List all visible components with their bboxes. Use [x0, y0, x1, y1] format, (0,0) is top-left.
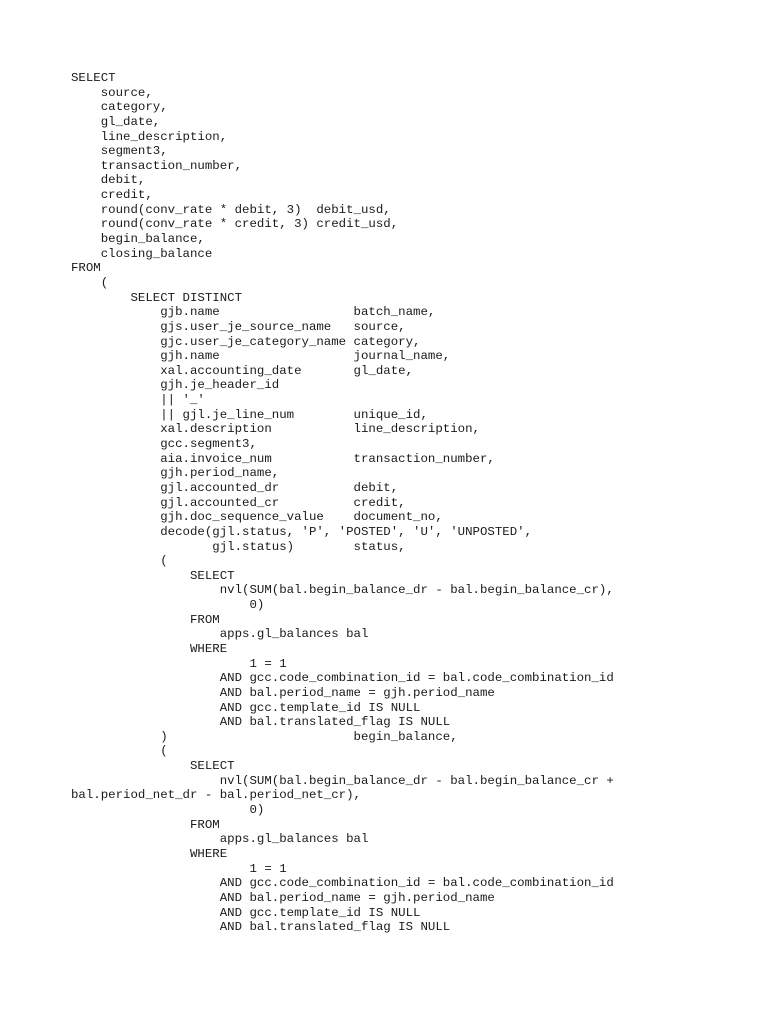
- code-line: decode(gjl.status, 'P', 'POSTED', 'U', 'UNPOSTED',: [71, 524, 533, 539]
- code-line: 0): [71, 803, 265, 818]
- code-line: gcc.segment3,: [71, 437, 257, 452]
- code-line: segment3,: [71, 144, 168, 159]
- code-line: category,: [71, 100, 168, 115]
- code-line: 1 = 1: [71, 861, 287, 876]
- code-line: gjl.status) status,: [71, 539, 406, 554]
- code-line: FROM: [71, 261, 101, 276]
- code-line: gjh.doc_sequence_value document_no,: [71, 510, 443, 525]
- code-line: SELECT: [71, 759, 235, 774]
- code-line: line_description,: [71, 129, 228, 144]
- code-line: (: [71, 554, 168, 569]
- code-line: gjh.je_header_id: [71, 378, 280, 393]
- code-line: xal.accounting_date gl_date,: [71, 363, 414, 378]
- code-line: AND gcc.code_combination_id = bal.code_combination_id: [71, 876, 614, 891]
- code-line: SELECT: [71, 71, 116, 85]
- code-line: ) begin_balance,: [71, 729, 458, 744]
- code-line: round(conv_rate * credit, 3) credit_usd,: [71, 217, 399, 232]
- code-line: (: [71, 275, 109, 290]
- code-line: || gjl.je_line_num unique_id,: [71, 407, 428, 422]
- code-line: (: [71, 744, 168, 759]
- code-line: WHERE: [71, 641, 228, 656]
- code-line: WHERE: [71, 846, 228, 861]
- code-line: gjl.accounted_dr debit,: [71, 480, 399, 495]
- code-line: 1 = 1: [71, 656, 287, 671]
- code-line: nvl(SUM(bal.begin_balance_dr - bal.begin_balance_cr +: [71, 773, 614, 788]
- code-line: source,: [71, 85, 153, 100]
- code-line: transaction_number,: [71, 158, 243, 173]
- code-line: apps.gl_balances bal: [71, 832, 369, 847]
- code-line: gjl.accounted_cr credit,: [71, 495, 406, 510]
- code-line: AND gcc.template_id IS NULL: [71, 905, 421, 920]
- code-line: aia.invoice_num transaction_number,: [71, 451, 495, 466]
- code-line: apps.gl_balances bal: [71, 627, 369, 642]
- code-line: AND gcc.template_id IS NULL: [71, 700, 421, 715]
- code-line: nvl(SUM(bal.begin_balance_dr - bal.begin_balance_cr),: [71, 583, 614, 598]
- code-line: bal.period_net_dr - bal.period_net_cr),: [71, 788, 361, 803]
- code-line: debit,: [71, 173, 146, 188]
- code-line: round(conv_rate * debit, 3) debit_usd,: [71, 202, 391, 217]
- code-line: AND bal.period_name = gjh.period_name: [71, 685, 495, 700]
- code-line: AND bal.period_name = gjh.period_name: [71, 890, 495, 905]
- code-line: credit,: [71, 188, 153, 203]
- code-line: || '_': [71, 393, 205, 408]
- sql-code-block: [71, 71, 614, 935]
- code-line: SELECT DISTINCT: [71, 290, 243, 305]
- code-line: FROM: [71, 817, 220, 832]
- code-line: gjb.name batch_name,: [71, 305, 436, 320]
- code-line: AND bal.translated_flag IS NULL: [71, 920, 451, 935]
- code-line: begin_balance,: [71, 232, 205, 247]
- code-line: gjc.user_je_category_name category,: [71, 334, 421, 349]
- code-line: AND gcc.code_combination_id = bal.code_combination_id: [71, 671, 614, 686]
- code-line: closing_balance: [71, 246, 213, 261]
- code-line: FROM: [71, 612, 220, 627]
- code-line: AND bal.translated_flag IS NULL: [71, 715, 451, 730]
- code-line: gjs.user_je_source_name source,: [71, 319, 406, 334]
- code-line: SELECT: [71, 568, 235, 583]
- code-line: gjh.name journal_name,: [71, 349, 451, 364]
- code-line: gjh.period_name,: [71, 466, 280, 481]
- code-line: xal.description line_description,: [71, 422, 480, 437]
- code-line: gl_date,: [71, 114, 161, 129]
- code-line: 0): [71, 598, 265, 613]
